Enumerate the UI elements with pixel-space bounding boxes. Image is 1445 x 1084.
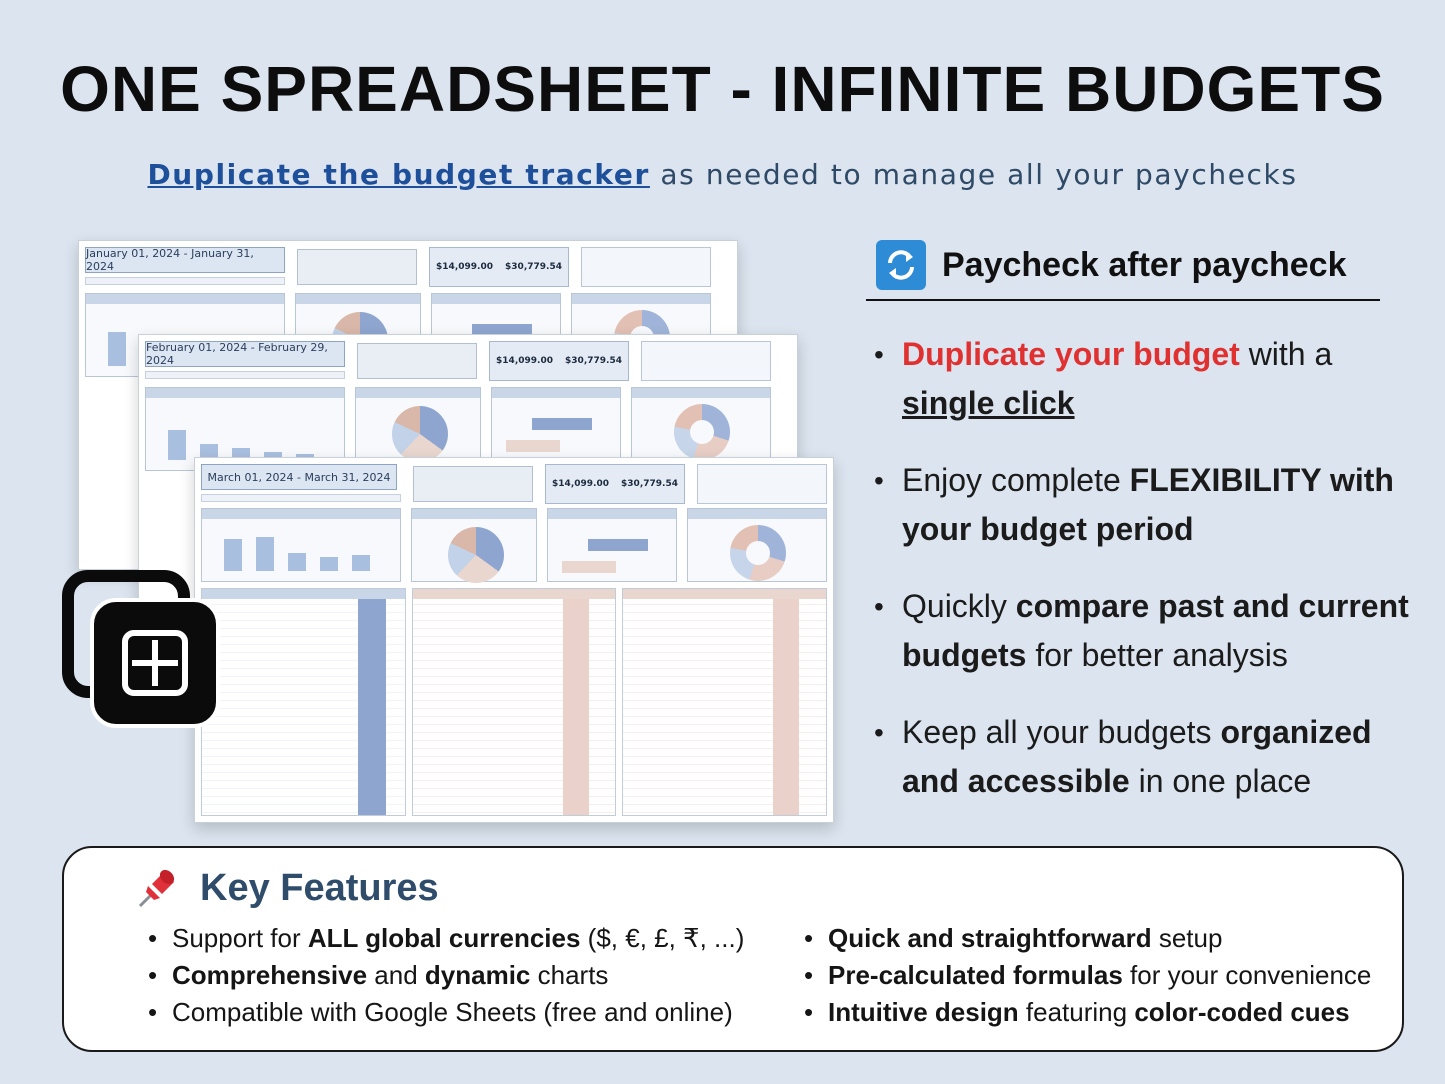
duplicate-tracker-link[interactable]: Duplicate the budget tracker: [147, 158, 650, 191]
bills-table: [622, 588, 827, 816]
benefit-list: [872, 330, 1412, 834]
sheet-date-range: March 01, 2024 - March 31, 2024: [201, 464, 397, 490]
income-vs-expenses-chart: [581, 247, 711, 287]
currency-box: [357, 343, 477, 379]
budget-vs-real-panel: [201, 508, 401, 582]
pushpin-icon: [134, 864, 182, 912]
features-right-column: [804, 920, 1371, 1031]
sheet-date-range: January 01, 2024 - January 31, 2024: [85, 247, 285, 273]
feature-item: • Quick and straightforward setup: [804, 920, 1371, 957]
money-received: $14,099.00: [436, 262, 493, 272]
header-divider: [866, 299, 1380, 301]
sheet-date-range: February 01, 2024 - February 29, 2024: [145, 341, 345, 367]
currency-box: [297, 249, 417, 285]
subheadline-rest: as needed to manage all your paychecks: [649, 158, 1298, 191]
benefit-item: • Keep all your budgets organized and accessible in one place: [872, 708, 1412, 806]
left-to-budget-panel: [547, 508, 677, 582]
balance-row: [85, 277, 285, 285]
benefit-item: • Enjoy complete FLEXIBILITY with your budget period: [872, 456, 1412, 554]
page-headline: ONE SPREADSHEET - INFINITE BUDGETS: [60, 53, 1385, 125]
paycheck-title: Paycheck after paycheck: [942, 245, 1347, 284]
money-spent: $30,779.54: [505, 262, 562, 272]
balance-row: [145, 371, 345, 379]
duplicate-icon: [62, 570, 222, 730]
key-features-box: [62, 846, 1404, 1052]
feature-item: • Compatible with Google Sheets (free and online): [148, 994, 744, 1031]
feature-item: • Support for ALL global currencies ($, €, £, ₹, ...): [148, 920, 744, 957]
spreadsheet-march: [194, 457, 834, 823]
money-summary: [429, 247, 569, 287]
feature-item: • Pre-calculated formulas for your convenience: [804, 957, 1371, 994]
money-spent: $30,779.54: [621, 479, 678, 489]
currency-box: [413, 466, 533, 502]
benefit-item: • Duplicate your budget with a single click: [872, 330, 1412, 428]
features-left-column: [148, 920, 744, 1031]
expenses-table: [412, 588, 617, 816]
subheadline: [0, 158, 1445, 191]
money-summary: [545, 464, 685, 504]
repeat-icon: [876, 240, 926, 290]
budget-tables: [201, 588, 827, 816]
income-vs-expenses-chart: [697, 464, 827, 504]
money-spent: $30,779.54: [565, 356, 622, 366]
allocation-panel: [411, 508, 537, 582]
paycheck-header: [876, 240, 1346, 290]
balance-row: [201, 494, 401, 502]
bills-panel: [687, 508, 827, 582]
key-features-header: [134, 864, 439, 912]
budget-summary-table: [201, 588, 406, 816]
income-vs-expenses-chart: [641, 341, 771, 381]
money-summary: [489, 341, 629, 381]
key-features-title: Key Features: [200, 866, 439, 909]
money-received: $14,099.00: [496, 356, 553, 366]
benefit-item: • Quickly compare past and current budgets for better analysis: [872, 582, 1412, 680]
feature-item: • Comprehensive and dynamic charts: [148, 957, 744, 994]
money-received: $14,099.00: [552, 479, 609, 489]
feature-item: • Intuitive design featuring color-coded cues: [804, 994, 1371, 1031]
